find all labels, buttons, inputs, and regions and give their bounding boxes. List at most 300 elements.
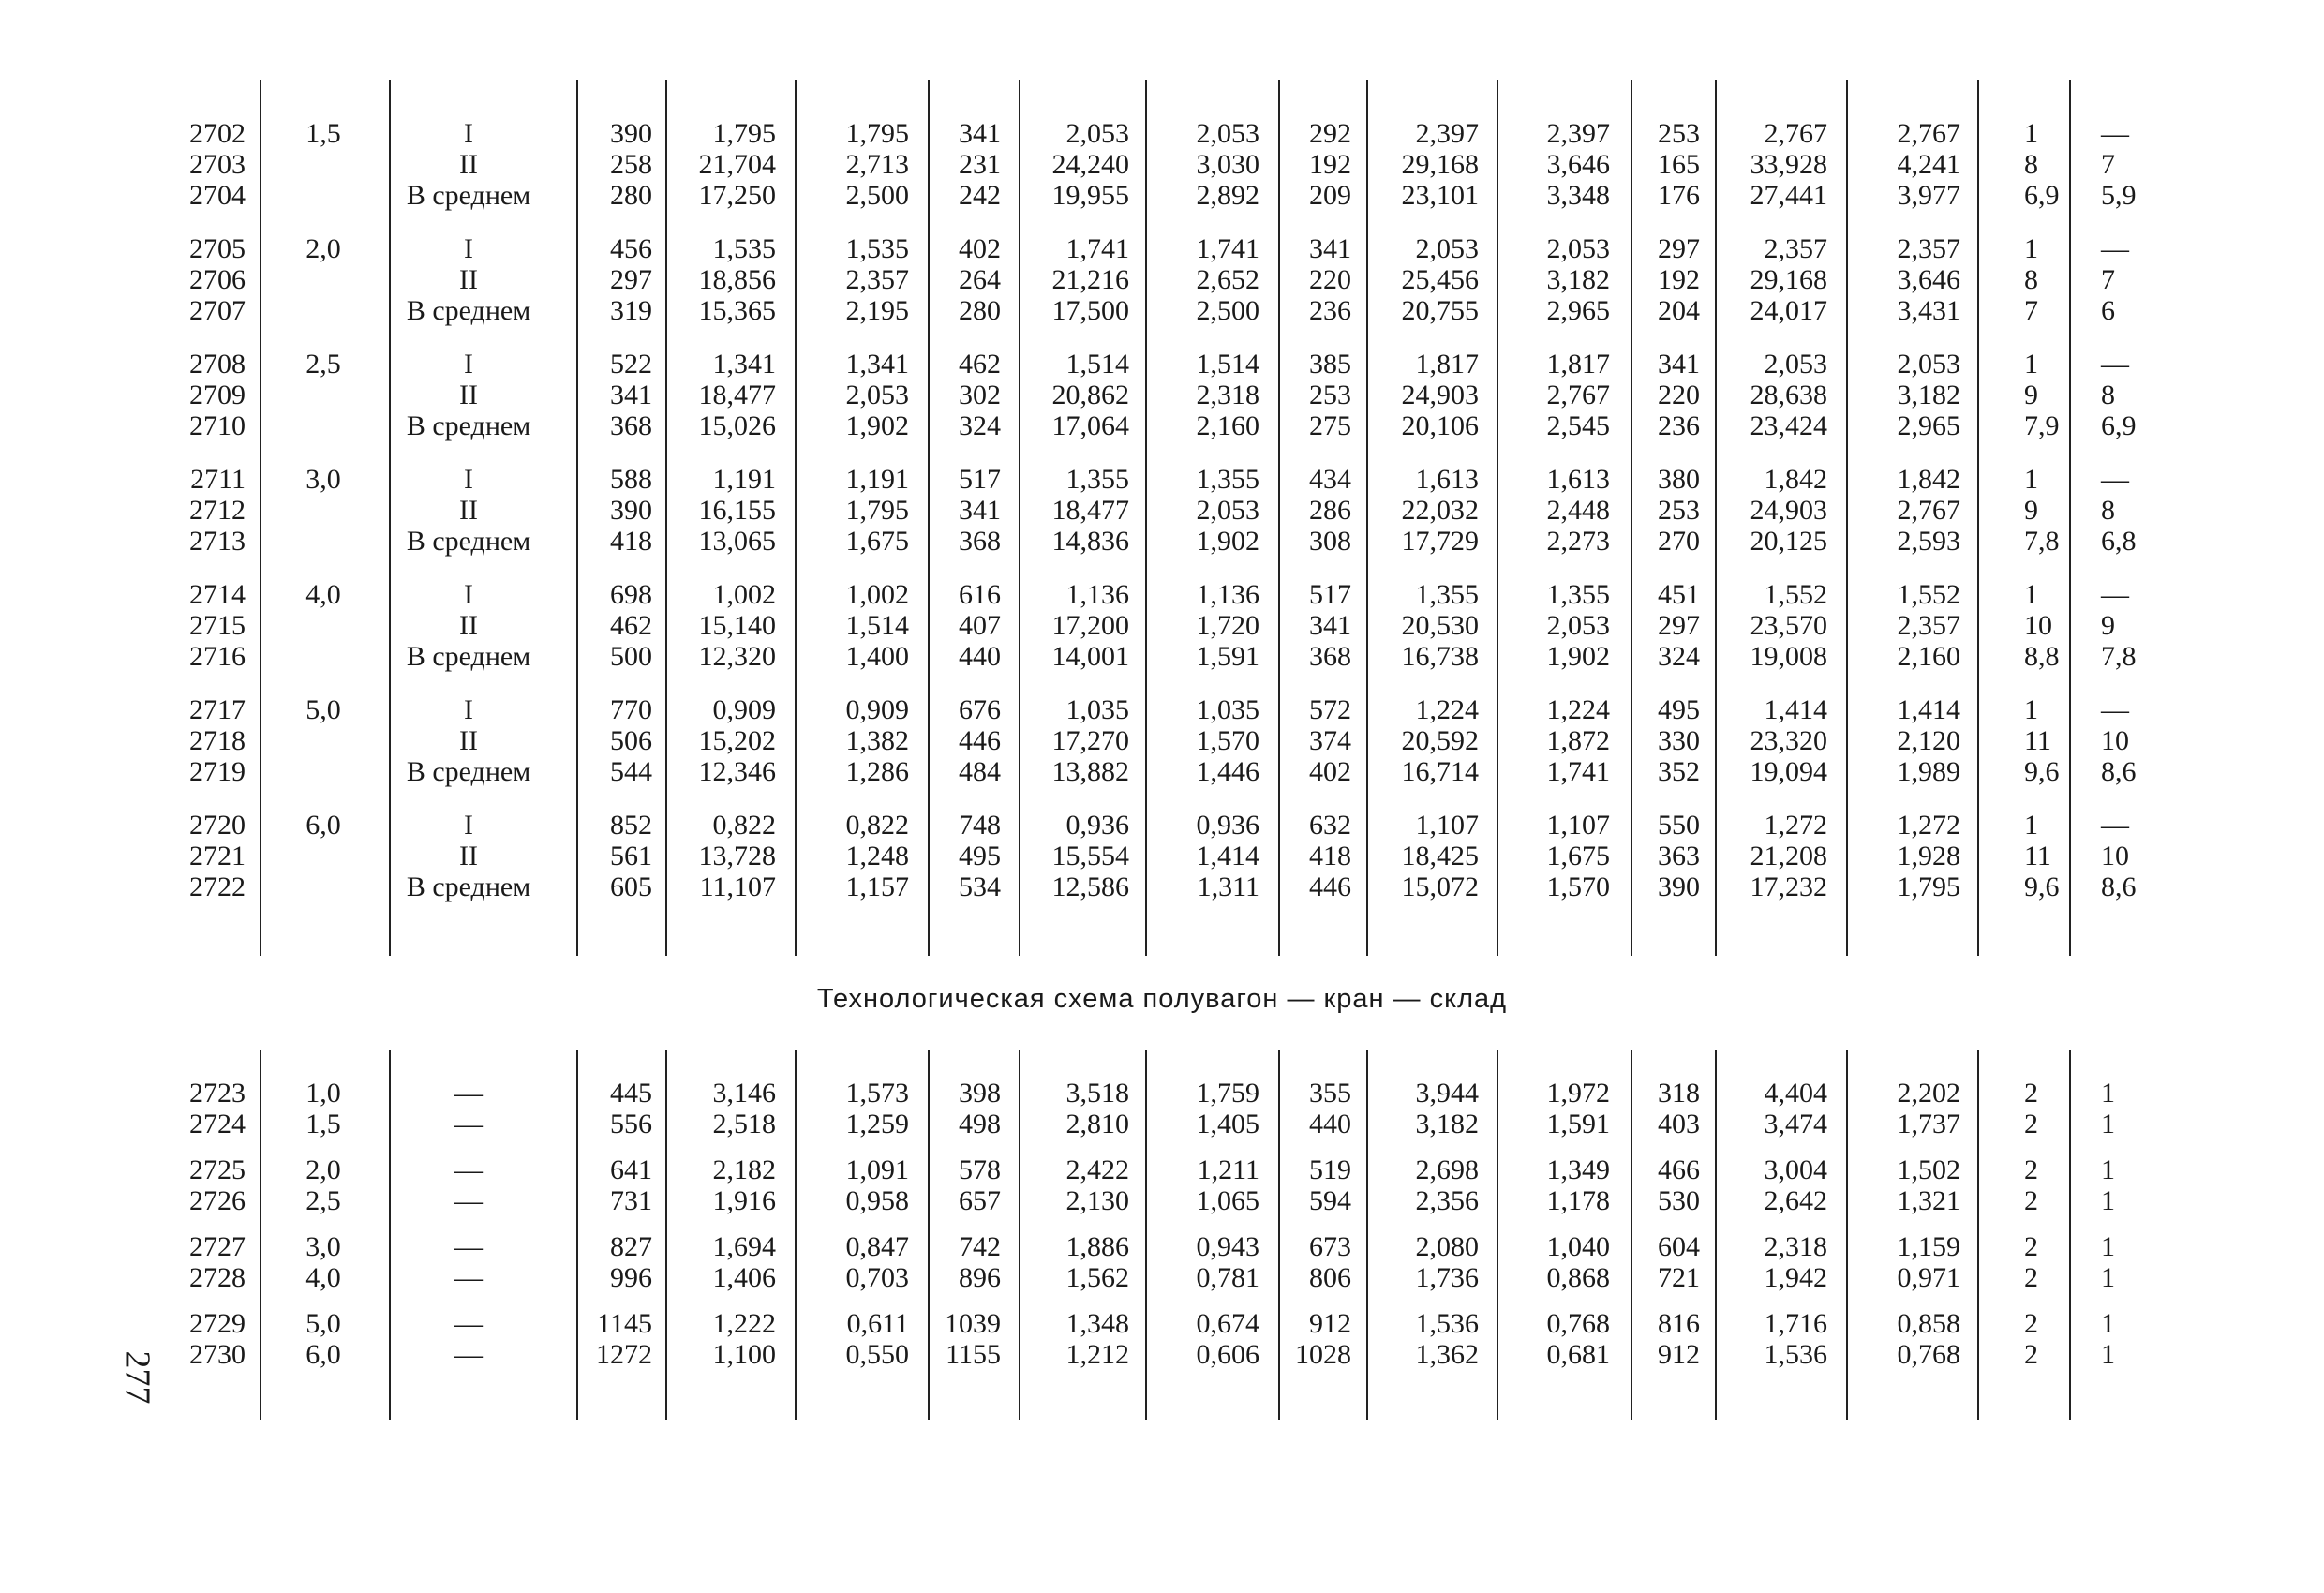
bottom-table-cell: 0,868 <box>1546 1262 1610 1293</box>
top-table-cell: 24,240 <box>1051 149 1129 180</box>
bottom-table-cell: 3,518 <box>1065 1078 1129 1109</box>
top-table-cell: 2716 <box>189 641 246 672</box>
top-table-cell: 9,6 <box>2024 756 2060 787</box>
top-table-cell: 2,160 <box>1897 641 1960 672</box>
bottom-table-cell: 1,159 <box>1897 1231 1960 1262</box>
top-table-cell: 2711 <box>190 464 246 495</box>
bottom-table-cell: 355 <box>1309 1078 1351 1109</box>
top-table-cell: 495 <box>1658 694 1700 725</box>
top-table-cell: 341 <box>1309 233 1351 264</box>
top-table-cell: 1,591 <box>1196 641 1259 672</box>
top-table-cell: 1,675 <box>845 526 909 557</box>
bottom-table-cell: 0,847 <box>845 1231 909 1262</box>
top-table-cell: 2,545 <box>1546 410 1610 441</box>
bottom-table-cell: 0,958 <box>845 1185 909 1216</box>
bottom-table-cell: 498 <box>959 1109 1001 1139</box>
bottom-table-cell: 1272 <box>596 1339 652 1370</box>
top-table-cell: 1,675 <box>1546 841 1610 871</box>
top-table-cell: 11 <box>2024 841 2051 871</box>
top-table-cell: 402 <box>1309 756 1351 787</box>
top-table-cell: 1,414 <box>1897 694 1960 725</box>
top-table-cell: 9 <box>2101 610 2115 641</box>
top-table-cell: 446 <box>1309 871 1351 902</box>
top-table-cell: 14,836 <box>1051 526 1129 557</box>
top-table-cell: 3,348 <box>1546 180 1610 211</box>
top-table-cell: 2,053 <box>845 380 909 410</box>
top-table-cell: 1,035 <box>1196 694 1259 725</box>
top-table-cell: 1,272 <box>1897 810 1960 841</box>
top-table-cell: 1,224 <box>1546 694 1610 725</box>
top-table-cell: 440 <box>959 641 1001 672</box>
top-table-cell: 1,446 <box>1196 756 1259 787</box>
top-table-cell: 1 <box>2024 118 2038 149</box>
bottom-table-cell: 912 <box>1658 1339 1700 1370</box>
bottom-table-cell: 1,942 <box>1764 1262 1827 1293</box>
top-table-cell: 341 <box>1658 349 1700 380</box>
bottom-table-cell: 466 <box>1658 1154 1700 1185</box>
top-table-cell: 2,500 <box>1196 295 1259 326</box>
top-table-cell: 363 <box>1658 841 1700 871</box>
top-table-cell: 1,191 <box>712 464 776 495</box>
top-table-cell: — <box>2101 118 2129 149</box>
top-table-cell: 258 <box>610 149 652 180</box>
top-table-cell: 1 <box>2024 464 2038 495</box>
top-table-cell: 1,514 <box>1196 349 1259 380</box>
top-table-cell: 352 <box>1658 756 1700 787</box>
top-table-cell: 13,728 <box>698 841 776 871</box>
top-table-cell: 220 <box>1309 264 1351 295</box>
bottom-table-cell: 1155 <box>946 1339 1001 1370</box>
top-table-cell: 451 <box>1658 579 1700 610</box>
top-table-cell: 2,593 <box>1897 526 1960 557</box>
top-table-cell: 2,397 <box>1546 118 1610 149</box>
top-table-cell: 3,431 <box>1897 295 1960 326</box>
top-table-cell: 3,182 <box>1897 380 1960 410</box>
bottom-table-cell: 1,972 <box>1546 1078 1610 1109</box>
bottom-table-cell: 2 <box>2024 1262 2038 1293</box>
bottom-table-cell: 530 <box>1658 1185 1700 1216</box>
top-table-cell: 17,064 <box>1051 410 1129 441</box>
bottom-table-cell: 2723 <box>189 1078 246 1109</box>
bottom-column-rule <box>1977 1050 1979 1420</box>
bottom-table-cell: 3,004 <box>1764 1154 1827 1185</box>
top-table-cell: 2,5 <box>305 349 341 380</box>
bottom-table-cell: 1,321 <box>1897 1185 1960 1216</box>
top-table-cell: 8 <box>2024 264 2038 295</box>
top-table-cell: 434 <box>1309 464 1351 495</box>
top-table-cell: 242 <box>959 180 1001 211</box>
top-table-cell: 297 <box>1658 233 1700 264</box>
top-table-cell: 852 <box>610 810 652 841</box>
top-table-cell: 11 <box>2024 725 2051 756</box>
bottom-table-cell: 1,212 <box>1065 1339 1129 1370</box>
top-table-cell: 1 <box>2024 233 2038 264</box>
top-table-cell: 2,767 <box>1764 118 1827 149</box>
bottom-table-cell: 3,474 <box>1764 1109 1827 1139</box>
top-table-cell: 462 <box>610 610 652 641</box>
top-table-cell: 9,6 <box>2024 871 2060 902</box>
bottom-table-cell: 2724 <box>189 1109 246 1139</box>
bottom-table-cell: 1,406 <box>712 1262 776 1293</box>
top-table-cell: 1,382 <box>845 725 909 756</box>
top-table-cell: 2705 <box>189 233 246 264</box>
top-table-cell: 15,554 <box>1051 841 1129 871</box>
top-table-cell: 2,053 <box>1415 233 1479 264</box>
bottom-table-cell: 1,259 <box>845 1109 909 1139</box>
bottom-table-cell: 0,611 <box>846 1308 909 1339</box>
top-table-cell: 390 <box>610 118 652 149</box>
top-table-cell: 1,514 <box>845 610 909 641</box>
bottom-table-cell: 3,944 <box>1415 1078 1479 1109</box>
top-table-cell: 7 <box>2101 264 2115 295</box>
top-table-cell: 13,882 <box>1051 756 1129 787</box>
top-table-cell: 2702 <box>189 118 246 149</box>
top-table-cell: 1,570 <box>1546 871 1610 902</box>
top-table-cell: 2708 <box>189 349 246 380</box>
top-table-cell: 10 <box>2024 610 2052 641</box>
top-table-cell: I <box>464 233 473 264</box>
top-table-cell: 5,9 <box>2101 180 2137 211</box>
top-table-cell: 6,8 <box>2101 526 2137 557</box>
bottom-table-cell: 2,182 <box>712 1154 776 1185</box>
top-table-cell: I <box>464 579 473 610</box>
top-table-cell: 1,107 <box>1415 810 1479 841</box>
top-table-cell: 380 <box>1658 464 1700 495</box>
top-table-cell: 2,318 <box>1196 380 1259 410</box>
bottom-table-cell: 2,356 <box>1415 1185 1479 1216</box>
bottom-table-cell: 1,737 <box>1897 1109 1960 1139</box>
bottom-table-cell: 2 <box>2024 1185 2038 1216</box>
top-table-cell: 1,311 <box>1197 871 1259 902</box>
bottom-table-cell: 2,698 <box>1415 1154 1479 1185</box>
top-table-cell: 275 <box>1309 410 1351 441</box>
top-table-cell: 2710 <box>189 410 246 441</box>
bottom-table-cell: 2,518 <box>712 1109 776 1139</box>
top-table-cell: 5,0 <box>305 694 341 725</box>
top-table-cell: 9 <box>2024 380 2038 410</box>
bottom-table-cell: 731 <box>610 1185 652 1216</box>
top-table-cell: 19,955 <box>1051 180 1129 211</box>
top-table-cell: 1,286 <box>845 756 909 787</box>
top-table-cell: 1,928 <box>1897 841 1960 871</box>
bottom-table-cell: 1,349 <box>1546 1154 1610 1185</box>
top-column-rule <box>1977 80 1979 956</box>
top-table-cell: 1,552 <box>1764 579 1827 610</box>
top-table-cell: 27,441 <box>1750 180 1827 211</box>
bottom-table-cell: 1,040 <box>1546 1231 1610 1262</box>
top-table-cell: 11,107 <box>699 871 776 902</box>
bottom-table-cell: 1,759 <box>1196 1078 1259 1109</box>
top-table-cell: 19,008 <box>1750 641 1827 672</box>
bottom-table-cell: 3,0 <box>305 1231 341 1262</box>
top-table-cell: 368 <box>1309 641 1351 672</box>
bottom-table-cell: 0,703 <box>845 1262 909 1293</box>
top-table-cell: 192 <box>1309 149 1351 180</box>
top-table-cell: 2,767 <box>1546 380 1610 410</box>
top-table-cell: 1,355 <box>1415 579 1479 610</box>
top-table-cell: 253 <box>1658 118 1700 149</box>
top-table-cell: 15,072 <box>1401 871 1479 902</box>
top-table-cell: 7,8 <box>2101 641 2137 672</box>
top-table-cell: 8,8 <box>2024 641 2060 672</box>
top-table-cell: 2,195 <box>845 295 909 326</box>
bottom-table-cell: 2,0 <box>305 1154 341 1185</box>
top-table-cell: 2722 <box>189 871 246 902</box>
top-table-cell: 698 <box>610 579 652 610</box>
top-table-cell: 16,155 <box>698 495 776 526</box>
top-table-cell: 456 <box>610 233 652 264</box>
top-table-cell: 1,741 <box>1065 233 1129 264</box>
top-table-cell: 1,720 <box>1196 610 1259 641</box>
bottom-table-cell: — <box>454 1185 483 1216</box>
top-table-cell: 341 <box>1309 610 1351 641</box>
top-table-cell: 561 <box>610 841 652 871</box>
top-table-cell: 1,157 <box>845 871 909 902</box>
bottom-table-cell: 2 <box>2024 1308 2038 1339</box>
top-table-cell: 3,646 <box>1546 149 1610 180</box>
top-table-cell: 495 <box>959 841 1001 871</box>
bottom-table-cell: 5,0 <box>305 1308 341 1339</box>
bottom-table-cell: 896 <box>959 1262 1001 1293</box>
top-table-cell: 15,365 <box>698 295 776 326</box>
bottom-table-cell: 445 <box>610 1078 652 1109</box>
top-table-cell: 1,400 <box>845 641 909 672</box>
top-table-cell: 2706 <box>189 264 246 295</box>
top-table-cell: 236 <box>1309 295 1351 326</box>
top-table-cell: 236 <box>1658 410 1700 441</box>
top-table-cell: 418 <box>1309 841 1351 871</box>
top-table-cell: 1,902 <box>1546 641 1610 672</box>
top-table-cell: — <box>2101 694 2129 725</box>
bottom-table-cell: 2 <box>2024 1078 2038 1109</box>
top-table-cell: 374 <box>1309 725 1351 756</box>
bottom-table-cell: 2,422 <box>1065 1154 1129 1185</box>
bottom-table-cell: 1,348 <box>1065 1308 1129 1339</box>
top-table-cell: 21,704 <box>698 149 776 180</box>
bottom-table-cell: 2,318 <box>1764 1231 1827 1262</box>
top-table-cell: 462 <box>959 349 1001 380</box>
bottom-table-cell: 1,562 <box>1065 1262 1129 1293</box>
bottom-table-cell: 604 <box>1658 1231 1700 1262</box>
top-table-cell: 19,094 <box>1750 756 1827 787</box>
top-table-cell: 1,002 <box>845 579 909 610</box>
top-table-cell: 1,872 <box>1546 725 1610 756</box>
top-table-cell: 1,842 <box>1897 464 1960 495</box>
top-table-cell: 12,320 <box>698 641 776 672</box>
top-table-cell: II <box>459 725 478 756</box>
top-table-cell: 2715 <box>189 610 246 641</box>
top-table-cell: 368 <box>610 410 652 441</box>
bottom-table-cell: 0,781 <box>1196 1262 1259 1293</box>
top-table-cell: 7,8 <box>2024 526 2060 557</box>
top-table-cell: 1,414 <box>1764 694 1827 725</box>
top-table-cell: 2,965 <box>1546 295 1610 326</box>
top-table-cell: 17,250 <box>698 180 776 211</box>
top-table-cell: 165 <box>1658 149 1700 180</box>
top-table-cell: В среднем <box>406 526 531 557</box>
top-table-cell: 385 <box>1309 349 1351 380</box>
bottom-table-cell: 578 <box>959 1154 1001 1185</box>
top-table-cell: 16,738 <box>1401 641 1479 672</box>
top-table-cell: 1,414 <box>1196 841 1259 871</box>
top-table-cell: 17,729 <box>1401 526 1479 557</box>
top-table-cell: 2,892 <box>1196 180 1259 211</box>
top-table-cell: 17,232 <box>1750 871 1827 902</box>
top-table-cell: 21,208 <box>1750 841 1827 871</box>
top-table-cell: 1,842 <box>1764 464 1827 495</box>
top-table-cell: 0,909 <box>845 694 909 725</box>
bottom-table-cell: 1039 <box>945 1308 1001 1339</box>
top-table-cell: 20,755 <box>1401 295 1479 326</box>
bottom-table-cell: 1,5 <box>305 1109 341 1139</box>
top-table-cell: I <box>464 349 473 380</box>
top-table-cell: 1,5 <box>305 118 341 149</box>
top-table-cell: 0,822 <box>845 810 909 841</box>
top-table-cell: II <box>459 610 478 641</box>
bottom-table-cell: 673 <box>1309 1231 1351 1262</box>
top-table-cell: 20,592 <box>1401 725 1479 756</box>
bottom-table-cell: 721 <box>1658 1262 1700 1293</box>
top-table-cell: II <box>459 841 478 871</box>
top-table-cell: 24,903 <box>1401 380 1479 410</box>
bottom-table-cell: 2,642 <box>1764 1185 1827 1216</box>
top-table-cell: 1,002 <box>712 579 776 610</box>
bottom-table-cell: 1,536 <box>1415 1308 1479 1339</box>
bottom-table-cell: 2,5 <box>305 1185 341 1216</box>
bottom-table-cell: 0,768 <box>1897 1339 1960 1370</box>
bottom-table-cell: 1,0 <box>305 1078 341 1109</box>
top-table-cell: 280 <box>959 295 1001 326</box>
top-table-cell: 14,001 <box>1051 641 1129 672</box>
bottom-table-cell: 1 <box>2101 1262 2115 1293</box>
bottom-table-cell: 0,550 <box>845 1339 909 1370</box>
top-table-cell: 2,357 <box>1897 233 1960 264</box>
bottom-table-cell: 0,943 <box>1196 1231 1259 1262</box>
top-table-cell: 1 <box>2024 349 2038 380</box>
top-table-cell: 1,355 <box>1546 579 1610 610</box>
bottom-table-cell: 2 <box>2024 1231 2038 1262</box>
top-table-cell: 7 <box>2024 295 2038 326</box>
top-table-cell: 572 <box>1309 694 1351 725</box>
top-table-cell: 1,248 <box>845 841 909 871</box>
top-table-cell: 23,424 <box>1750 410 1827 441</box>
top-table-cell: 2709 <box>189 380 246 410</box>
top-table-cell: 2,053 <box>1546 233 1610 264</box>
top-table-cell: 6,9 <box>2024 180 2060 211</box>
bottom-table-cell: 1 <box>2101 1078 2115 1109</box>
top-table-cell: I <box>464 464 473 495</box>
top-table-cell: 2,767 <box>1897 118 1960 149</box>
bottom-table-cell: 318 <box>1658 1078 1700 1109</box>
top-table-cell: 12,346 <box>698 756 776 787</box>
top-table-cell: 2704 <box>189 180 246 211</box>
top-table-cell: II <box>459 495 478 526</box>
top-table-cell: В среднем <box>406 641 531 672</box>
top-table-cell: 616 <box>959 579 1001 610</box>
top-table-cell: 2,767 <box>1897 495 1960 526</box>
top-table-cell: 2,053 <box>1196 495 1259 526</box>
top-table-cell: 368 <box>959 526 1001 557</box>
top-table-cell: — <box>2101 579 2129 610</box>
top-table-cell: В среднем <box>406 410 531 441</box>
bottom-table-cell: 1 <box>2101 1339 2115 1370</box>
top-table-cell: — <box>2101 810 2129 841</box>
top-table-cell: 390 <box>1658 871 1700 902</box>
top-table-cell: I <box>464 810 473 841</box>
bottom-table-cell: 827 <box>610 1231 652 1262</box>
top-table-cell: 676 <box>959 694 1001 725</box>
bottom-table-cell: 1,886 <box>1065 1231 1129 1262</box>
top-table-cell: 407 <box>959 610 1001 641</box>
bottom-table-cell: 594 <box>1309 1185 1351 1216</box>
top-table-cell: 23,570 <box>1750 610 1827 641</box>
top-table-cell: 13,065 <box>698 526 776 557</box>
top-table-cell: 1,741 <box>1546 756 1610 787</box>
bottom-table-cell: 2728 <box>189 1262 246 1293</box>
bottom-table-cell: 1145 <box>597 1308 652 1339</box>
top-table-cell: 280 <box>610 180 652 211</box>
bottom-table-cell: — <box>454 1308 483 1339</box>
top-table-cell: 6,0 <box>305 810 341 841</box>
top-table-cell: I <box>464 118 473 149</box>
top-table-cell: В среднем <box>406 295 531 326</box>
top-table-cell: 7 <box>2101 149 2115 180</box>
top-table-cell: 1,795 <box>712 118 776 149</box>
bottom-table-cell: 4,404 <box>1764 1078 1827 1109</box>
top-table-cell: 517 <box>1309 579 1351 610</box>
top-table-cell: 544 <box>610 756 652 787</box>
bottom-table-cell: 1,502 <box>1897 1154 1960 1185</box>
top-table-cell: 8 <box>2024 149 2038 180</box>
bottom-table-cell: 0,768 <box>1546 1308 1610 1339</box>
top-table-cell: 534 <box>959 871 1001 902</box>
bottom-table-cell: 1,694 <box>712 1231 776 1262</box>
bottom-table-cell: 2725 <box>189 1154 246 1185</box>
bottom-table-cell: 1,065 <box>1196 1185 1259 1216</box>
top-table-cell: 748 <box>959 810 1001 841</box>
top-table-cell: — <box>2101 233 2129 264</box>
bottom-table-cell: 1,736 <box>1415 1262 1479 1293</box>
top-table-cell: II <box>459 264 478 295</box>
top-table-cell: В среднем <box>406 180 531 211</box>
top-table-cell: 2,965 <box>1897 410 1960 441</box>
top-table-cell: 220 <box>1658 380 1700 410</box>
top-table-cell: 1,272 <box>1764 810 1827 841</box>
top-table-cell: 2,448 <box>1546 495 1610 526</box>
bottom-table-cell: 1 <box>2101 1185 2115 1216</box>
top-table-cell: 2703 <box>189 149 246 180</box>
top-table-cell: 3,030 <box>1196 149 1259 180</box>
bottom-table-cell: 806 <box>1309 1262 1351 1293</box>
top-table-cell: 28,638 <box>1750 380 1827 410</box>
bottom-table-cell: 519 <box>1309 1154 1351 1185</box>
top-table-cell: 2712 <box>189 495 246 526</box>
top-table-cell: 21,216 <box>1051 264 1129 295</box>
top-table-cell: 1,795 <box>845 495 909 526</box>
top-table-cell: 632 <box>1309 810 1351 841</box>
top-table-cell: 4,241 <box>1897 149 1960 180</box>
bottom-table-cell: 912 <box>1309 1308 1351 1339</box>
top-table-cell: 33,928 <box>1750 149 1827 180</box>
top-table-cell: 8 <box>2101 495 2115 526</box>
bottom-table-cell: 996 <box>610 1262 652 1293</box>
top-table-cell: 2,053 <box>1196 118 1259 149</box>
top-table-cell: 29,168 <box>1750 264 1827 295</box>
bottom-table-cell: 2 <box>2024 1339 2038 1370</box>
top-table-cell: 0,822 <box>712 810 776 841</box>
bottom-table-cell: 2,202 <box>1897 1078 1960 1109</box>
top-table-cell: 3,182 <box>1546 264 1610 295</box>
